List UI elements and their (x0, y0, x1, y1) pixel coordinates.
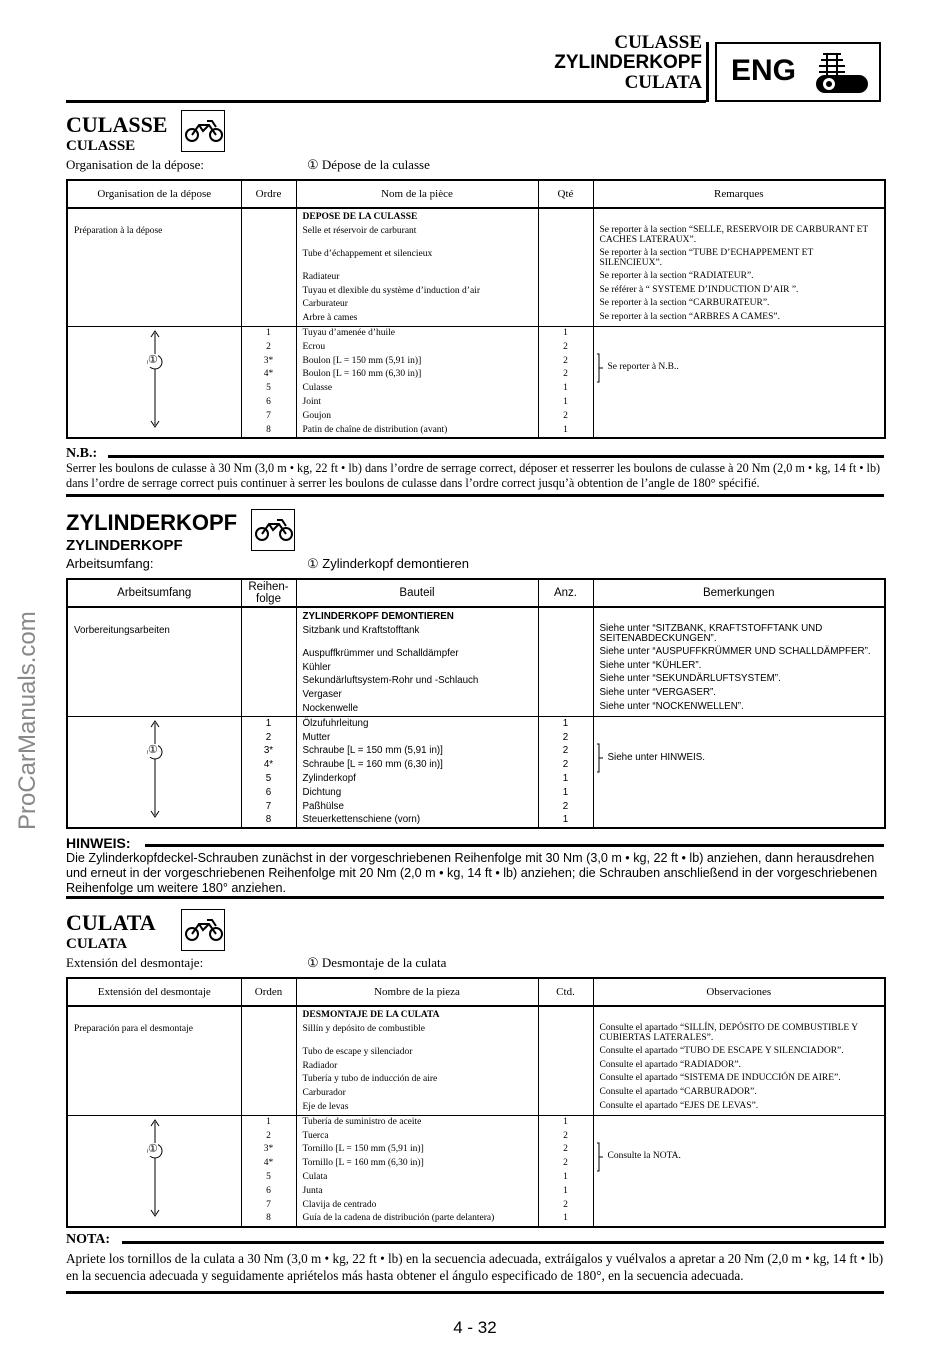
section-subtitle-es: CULATA (66, 936, 128, 952)
qty-cell: 1 (538, 396, 593, 410)
header-divider (706, 42, 709, 102)
note-label-es: NOTA: (66, 1232, 111, 1247)
range-arrow-icon (145, 1118, 165, 1218)
qty-cell: 2 (538, 1130, 593, 1144)
part-name: Schraube [L = 150 mm (5,91 in)] (296, 744, 538, 758)
prep-label: Preparación para el desmontaje (67, 1023, 241, 1046)
table-row (67, 1087, 885, 1101)
table-row (67, 1046, 885, 1060)
part-name: Boulon [L = 150 mm (5,91 in)] (296, 355, 538, 369)
part-name: Zylinderkopf (296, 772, 538, 786)
prep-label: Vorbereitungsarbeiten (67, 624, 241, 647)
table-row (67, 326, 885, 340)
watermark-text: ProCarManuals.com (14, 611, 41, 830)
order-cell: 2 (241, 341, 296, 355)
part-name: Tuyau et dlexible du système d’induction d’air (296, 285, 538, 299)
table-row (67, 208, 885, 225)
section-divider (66, 896, 884, 899)
scope-label-de: Arbeitsumfang: (66, 556, 154, 571)
order-cell: 8 (241, 813, 296, 828)
remark: Consulte el apartado “TUBO DE ESCAPE Y SILENCIADOR”. (593, 1046, 885, 1060)
table-row (67, 285, 885, 299)
motorcycle-icon (251, 509, 295, 551)
qty-cell: 2 (538, 1199, 593, 1213)
note-text-fr: Serrer les boulons de culasse à 30 Nm (3,0 m • kg, 22 ft • lb) dans l’ordre de serrage correct, déposer et resserrer les boulons de culasse à 20 Nm (2,0 m • kg, 14 ft • lb) dans l’ordre de serrage correct puis continuer à serrer les boulons de culasse dans l’ordre correct jusqu’à obtention de l’angle de 180° spécifié. (66, 461, 881, 490)
table-row (67, 661, 885, 675)
part-name: Eje de levas (296, 1101, 538, 1115)
table-row (67, 647, 885, 661)
eng-badge (715, 42, 881, 102)
qty-cell: 1 (538, 1115, 593, 1129)
remark: Se reporter à la section “CARBURATEUR”. (593, 298, 885, 312)
part-name: Selle et réservoir de carburant (296, 225, 538, 248)
table-row (67, 271, 885, 285)
remark: Consulte el apartado “RADIADOR”. (593, 1060, 885, 1074)
qty-cell: 2 (538, 731, 593, 745)
order-cell: 1 (241, 1115, 296, 1129)
part-name: Tornillo [L = 150 mm (5,91 in)] (296, 1143, 538, 1157)
remark: Consulte el apartado “SILLÍN, DEPÓSITO DE COMBUSTIBLE Y CUBIERTAS LATERALES”. (593, 1023, 885, 1046)
order-cell: 2 (241, 1130, 296, 1144)
group-label: ZYLINDERKOPF DEMONTIEREN (296, 607, 538, 624)
qty-cell: 1 (538, 1171, 593, 1185)
note-text-de: Die Zylinderkopfdeckel-Schrauben zunächst in der vorgeschriebenen Reihenfolge mit 30 Nm (3,0 m • kg, 22 ft • lb) anziehen, dann herausdrehen und erneut in der vorgeschriebenen Reihenfolge mit 20 Nm (2,0 m • kg, 14 ft • lb) anziehen; die Schrauben anschließend in der vorgeschriebenen Reihenfolge um weitere 180° anziehen. (66, 851, 878, 895)
motorcycle-icon (181, 110, 225, 152)
order-cell: 8 (241, 424, 296, 439)
table-row (67, 1060, 885, 1074)
remark: Siehe unter “VERGASER”. (593, 688, 885, 702)
part-name: Goujon (296, 410, 538, 424)
bracket-icon (595, 743, 607, 773)
order-cell: 7 (241, 1199, 296, 1213)
header-title-es: CULATA (624, 72, 702, 93)
part-name: Steuerkettenschiene (vorn) (296, 813, 538, 828)
remark: Siehe unter “KÜHLER”. (593, 661, 885, 675)
qty-cell: 1 (538, 382, 593, 396)
qty-cell: 2 (538, 368, 593, 382)
order-cell: 4* (241, 368, 296, 382)
order-cell: 3* (241, 744, 296, 758)
range-marker (67, 716, 241, 828)
part-name: Ölzufuhrleitung (296, 716, 538, 730)
range-arrow-icon (145, 329, 165, 429)
part-name: Sitzbank und Kraftstofftank (296, 624, 538, 647)
bracket-remark-cell (593, 1115, 885, 1227)
remark: Consulte el apartado “SISTEMA DE INDUCCIÓN DE AIRE”. (593, 1073, 885, 1087)
part-name: Tuerca (296, 1130, 538, 1144)
part-name: Ecrou (296, 341, 538, 355)
step-marker: ① (148, 1142, 158, 1155)
table-row (67, 248, 885, 271)
part-name: Culata (296, 1171, 538, 1185)
col-header: Reihen-folge (241, 579, 296, 607)
qty-cell: 1 (538, 716, 593, 730)
part-name: Sillín y depósito de combustible (296, 1023, 538, 1046)
remark: Se reporter à la section “RADIATEUR”. (593, 271, 885, 285)
part-name: Sekundärluftsystem-Rohr und -Schlauch (296, 674, 538, 688)
section-title-es: CULATA (66, 910, 156, 935)
order-cell: 1 (241, 326, 296, 340)
table-row (67, 312, 885, 326)
qty-cell: 1 (538, 772, 593, 786)
part-name: Dichtung (296, 786, 538, 800)
header-title-de: ZYLINDERKOPF (554, 52, 702, 73)
note-text-es: Apriete los tornillos de la culata a 30 Nm (3,0 m • kg, 22 ft • lb) en la secuencia adecuada, extráigalos y vuélvalos a apretar a 20 Nm (2,0 m • kg, 14 ft • lb) en la secuencia adecuada y seguidamente apriételos más hasta obtener el ángulo especificado de 180°, en la secuencia adecuada. (66, 1251, 884, 1283)
note-rule (122, 1241, 884, 1244)
part-name: Tubería de suministro de aceite (296, 1115, 538, 1129)
range-arrow-icon (145, 719, 165, 819)
remark: Se reporter à la section “TUBE D’ECHAPPEMENT ET SILENCIEUX”. (593, 248, 885, 271)
remark: Se reporter à la section “ARBRES A CAMES”. (593, 312, 885, 326)
scope-label-fr: Organisation de la dépose: (66, 157, 205, 172)
parts-table-fr (66, 179, 886, 439)
order-cell: 3* (241, 1143, 296, 1157)
part-name: Paßhülse (296, 800, 538, 814)
col-header: Orden (241, 978, 296, 1006)
part-name: Patin de chaîne de distribution (avant) (296, 424, 538, 439)
part-name: Nockenwelle (296, 702, 538, 716)
col-header: Ctd. (538, 978, 593, 1006)
qty-cell: 2 (538, 410, 593, 424)
note-label-fr: N.B.: (66, 446, 98, 461)
part-name: Tuyau d’amenée d’huile (296, 326, 538, 340)
parts-table-de (66, 578, 886, 829)
bracket-remark: Se reporter à N.B.. (607, 361, 679, 372)
part-name: Tornillo [L = 160 mm (6,30 in)] (296, 1157, 538, 1171)
part-name: Carburador (296, 1087, 538, 1101)
parts-table-es (66, 977, 886, 1228)
step-marker: ① (148, 353, 158, 366)
col-header: Bemerkungen (593, 579, 885, 607)
range-marker (67, 1115, 241, 1227)
qty-cell: 2 (538, 744, 593, 758)
order-cell: 7 (241, 800, 296, 814)
part-name: Tubería y tubo de inducción de aire (296, 1073, 538, 1087)
order-cell: 4* (241, 1157, 296, 1171)
group-label: DESMONTAJE DE LA CULATA (296, 1006, 538, 1023)
bracket-icon (595, 1142, 607, 1172)
bracket-remark-cell (593, 326, 885, 438)
col-header: Observaciones (593, 978, 885, 1006)
qty-cell: 2 (538, 1143, 593, 1157)
note-rule (108, 455, 884, 458)
table-row (67, 716, 885, 730)
bracket-remark: Consulte la NOTA. (607, 1150, 681, 1161)
step-label-fr: ① Dépose de la culasse (307, 157, 430, 172)
col-header: Arbeitsumfang (67, 579, 241, 607)
qty-cell: 2 (538, 800, 593, 814)
part-name: Kühler (296, 661, 538, 675)
step-label-de: ① Zylinderkopf demontieren (307, 556, 469, 571)
group-label: DEPOSE DE LA CULASSE (296, 208, 538, 225)
qty-cell: 1 (538, 1185, 593, 1199)
part-name: Mutter (296, 731, 538, 745)
order-cell: 4* (241, 758, 296, 772)
step-marker: ① (148, 743, 158, 756)
range-marker (67, 326, 241, 438)
table-row (67, 225, 885, 248)
page-number: 4 - 32 (453, 1318, 497, 1337)
part-name: Culasse (296, 382, 538, 396)
part-name: Boulon [L = 160 mm (6,30 in)] (296, 368, 538, 382)
section-title-de: ZYLINDERKOPF (66, 510, 238, 535)
qty-cell: 1 (538, 326, 593, 340)
qty-cell: 1 (538, 424, 593, 439)
table-row (67, 702, 885, 716)
engine-icon (811, 50, 873, 101)
remark: Se reporter à la section “SELLE, RESERVOIR DE CARBURANT ET CACHES LATERAUX”. (593, 225, 885, 248)
qty-cell: 1 (538, 786, 593, 800)
bracket-icon (595, 353, 607, 383)
part-name: Guía de la cadena de distribución (parte delantera) (296, 1212, 538, 1227)
scope-label-es: Extensión del desmontaje: (66, 955, 204, 970)
section-subtitle-de: ZYLINDERKOPF (66, 537, 183, 554)
bracket-remark: Siehe unter HINWEIS. (607, 751, 705, 763)
order-cell: 7 (241, 410, 296, 424)
order-cell: 1 (241, 716, 296, 730)
section-subtitle-fr: CULASSE (66, 138, 136, 154)
order-cell: 5 (241, 1171, 296, 1185)
col-header: Nom de la pièce (296, 180, 538, 208)
remark: Consulte el apartado “EJES DE LEVAS”. (593, 1101, 885, 1115)
part-name: Junta (296, 1185, 538, 1199)
table-row (67, 688, 885, 702)
part-name: Schraube [L = 160 mm (6,30 in)] (296, 758, 538, 772)
part-name: Tube d’échappement et silencieux (296, 248, 538, 271)
table-row (67, 1023, 885, 1046)
header-title-fr: CULASSE (614, 32, 702, 53)
part-name: Clavija de centrado (296, 1199, 538, 1213)
remark: Siehe unter “NOCKENWELLEN”. (593, 702, 885, 716)
table-row (67, 674, 885, 688)
step-label-es: ① Desmontaje de la culata (307, 955, 447, 970)
col-header: Anz. (538, 579, 593, 607)
section-divider (66, 494, 884, 497)
eng-badge-label: ENG (731, 54, 797, 87)
order-cell: 6 (241, 786, 296, 800)
remark: Consulte el apartado “CARBURADOR”. (593, 1087, 885, 1101)
order-cell: 6 (241, 1185, 296, 1199)
table-row (67, 607, 885, 624)
table-row (67, 1006, 885, 1023)
section-divider (66, 1291, 884, 1294)
section-title-fr: CULASSE (66, 112, 168, 137)
order-cell: 5 (241, 382, 296, 396)
remark: Siehe unter “SITZBANK, KRAFTSTOFFTANK UND SEITENABDECKUNGEN”. (593, 624, 885, 647)
col-header: Remarques (593, 180, 885, 208)
table-row (67, 624, 885, 647)
qty-cell: 2 (538, 355, 593, 369)
part-name: Tubo de escape y silenciador (296, 1046, 538, 1060)
header-rule (66, 100, 706, 103)
col-header: Qté (538, 180, 593, 208)
qty-cell: 1 (538, 1212, 593, 1227)
order-cell: 6 (241, 396, 296, 410)
order-cell: 5 (241, 772, 296, 786)
part-name: Joint (296, 396, 538, 410)
col-header: Organisation de la dépose (67, 180, 241, 208)
prep-label: Préparation à la dépose (67, 225, 241, 248)
header-titles (554, 33, 702, 93)
remark: Siehe unter “AUSPUFFKRÜMMER UND SCHALLDÄMPFER”. (593, 647, 885, 661)
table-row (67, 298, 885, 312)
qty-cell: 2 (538, 758, 593, 772)
remark: Se référer à “ SYSTEME D’INDUCTION D’AIR ”. (593, 285, 885, 299)
watermark (0, 500, 41, 830)
part-name: Carburateur (296, 298, 538, 312)
remark: Siehe unter “SEKUNDÄRLUFTSYSTEM”. (593, 674, 885, 688)
motorcycle-icon (181, 909, 225, 951)
note-rule (145, 844, 884, 847)
table-row (67, 1101, 885, 1115)
order-cell: 2 (241, 731, 296, 745)
part-name: Vergaser (296, 688, 538, 702)
bracket-remark-cell (593, 716, 885, 828)
part-name: Auspuffkrümmer und Schalldämpfer (296, 647, 538, 661)
part-name: Radiador (296, 1060, 538, 1074)
table-row (67, 1073, 885, 1087)
note-label-de: HINWEIS: (66, 835, 131, 851)
part-name: Radiateur (296, 271, 538, 285)
col-header: Ordre (241, 180, 296, 208)
qty-cell: 1 (538, 813, 593, 828)
col-header: Bauteil (296, 579, 538, 607)
part-name: Arbre à cames (296, 312, 538, 326)
table-row (67, 1115, 885, 1129)
col-header: Extensión del desmontaje (67, 978, 241, 1006)
qty-cell: 2 (538, 341, 593, 355)
order-cell: 8 (241, 1212, 296, 1227)
col-header: Nombre de la pieza (296, 978, 538, 1006)
qty-cell: 2 (538, 1157, 593, 1171)
order-cell: 3* (241, 355, 296, 369)
